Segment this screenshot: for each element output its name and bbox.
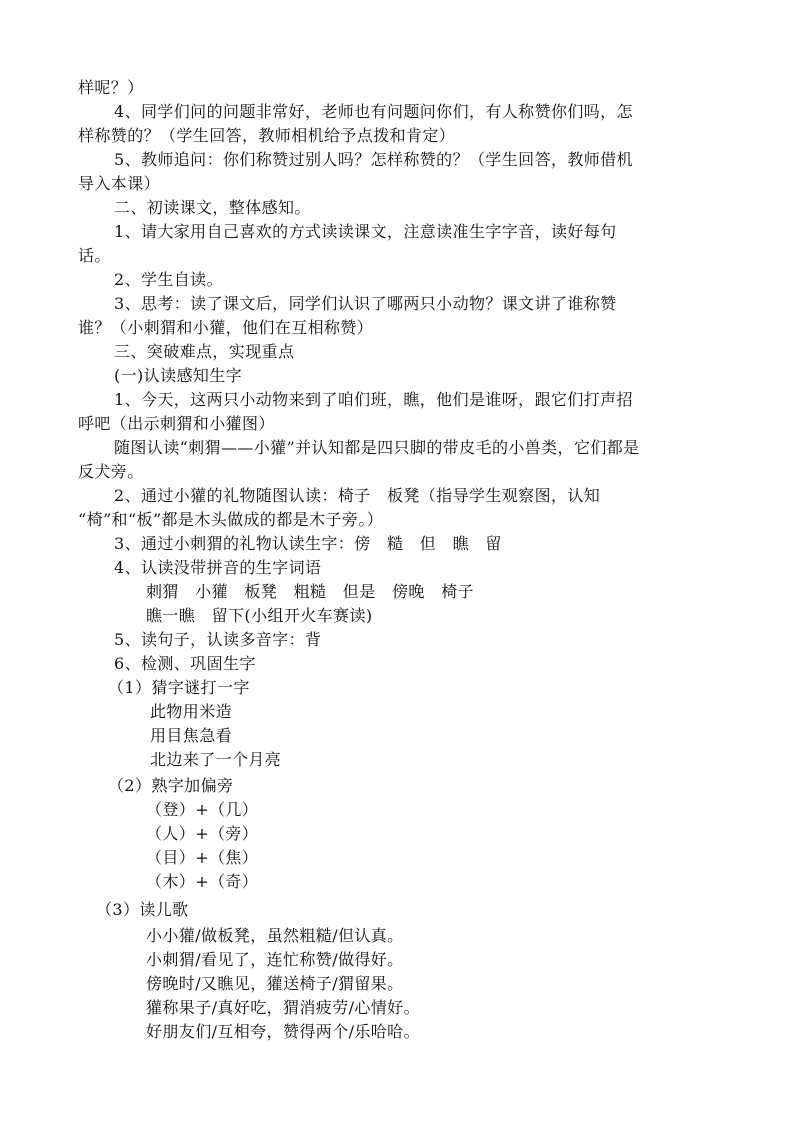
word-list: 刺猬 小獾 板凳 粗糙 但是 傍晚 椅子 bbox=[146, 582, 475, 601]
radical-line: （目）+（焦） bbox=[146, 848, 259, 867]
text-line: 呼吧（出示刺猬和小獾图） bbox=[78, 414, 275, 433]
text-line: 2、学生自读。 bbox=[114, 270, 223, 289]
rhyme-line: 小小獾/做板凳，虽然粗糙/但认真。 bbox=[146, 926, 404, 945]
subsection-heading: (一)认读感知生字 bbox=[114, 366, 243, 385]
section-heading: 二、初读课文，整体感知。 bbox=[114, 198, 311, 217]
text-line: 导入本课） bbox=[78, 174, 161, 193]
text-line: 3、思考：读了课文后，同学们认识了哪两只小动物？课文讲了谁称赞 bbox=[114, 294, 617, 313]
text-line: 样称赞的？（学生回答，教师相机给予点拨和肯定） bbox=[78, 126, 456, 145]
radical-line: （人）+（旁） bbox=[146, 824, 259, 843]
riddle-line: 此物用米造 bbox=[150, 702, 233, 721]
text-line: 谁？（小刺猬和小獾，他们在互相称赞） bbox=[78, 318, 374, 337]
rhyme-line: 好朋友们/互相夸，赞得两个/乐哈哈。 bbox=[146, 1022, 420, 1041]
text-line: （1）猜字谜打一字 bbox=[108, 678, 250, 697]
text-line: “椅”和“板”都是木头做成的都是木子旁。） bbox=[78, 510, 384, 529]
riddle-line: 北边来了一个月亮 bbox=[150, 750, 282, 769]
text-line: 3、通过小刺猬的礼物认读生字：傍 糙 但 瞧 留 bbox=[114, 534, 502, 553]
text-line: 随图认读“刺猬——小獾”并认知都是四只脚的带皮毛的小兽类，它们都是 bbox=[114, 438, 640, 457]
text-line: 话。 bbox=[78, 246, 111, 265]
text-line: 1、请大家用自己喜欢的方式读读课文，注意读准生字字音，读好每句 bbox=[114, 222, 617, 241]
text-line: （3）读儿歌 bbox=[96, 900, 189, 919]
text-line: 样呢？） bbox=[78, 78, 144, 97]
radical-line: （木）+（奇） bbox=[146, 872, 259, 891]
rhyme-line: 獾称果子/真好吃，猬消疲劳/心情好。 bbox=[146, 998, 420, 1017]
text-line: （2）熟字加偏旁 bbox=[108, 776, 234, 795]
rhyme-line: 小刺猬/看见了，连忙称赞/做得好。 bbox=[146, 950, 404, 969]
section-heading: 三、突破难点，实现重点 bbox=[114, 342, 295, 361]
text-line: 1、今天，这两只小动物来到了咱们班，瞧，他们是谁呀，跟它们打声招 bbox=[114, 390, 633, 409]
text-line: 5、教师追问：你们称赞过别人吗？怎样称赞的？（学生回答，教师借机 bbox=[114, 150, 633, 169]
text-line: 6、检测、巩固生字 bbox=[114, 654, 256, 673]
text-line: 2、通过小獾的礼物随图认读：椅子 板凳（指导学生观察图，认知 bbox=[114, 486, 601, 505]
riddle-line: 用目焦急看 bbox=[150, 726, 233, 745]
text-line: 5、读句子，认读多音字：背 bbox=[114, 630, 322, 649]
text-line: 4、认读没带拼音的生字词语 bbox=[114, 558, 322, 577]
radical-line: （登）+（几） bbox=[146, 800, 259, 819]
rhyme-line: 傍晚时/又瞧见，獾送椅子/猬留果。 bbox=[146, 974, 404, 993]
word-list: 瞧一瞧 留下(小组开火车赛读) bbox=[146, 606, 373, 625]
text-line: 反犬旁。 bbox=[78, 462, 144, 481]
text-line: 4、同学们问的问题非常好，老师也有问题问你们，有人称赞你们吗，怎 bbox=[114, 102, 633, 121]
